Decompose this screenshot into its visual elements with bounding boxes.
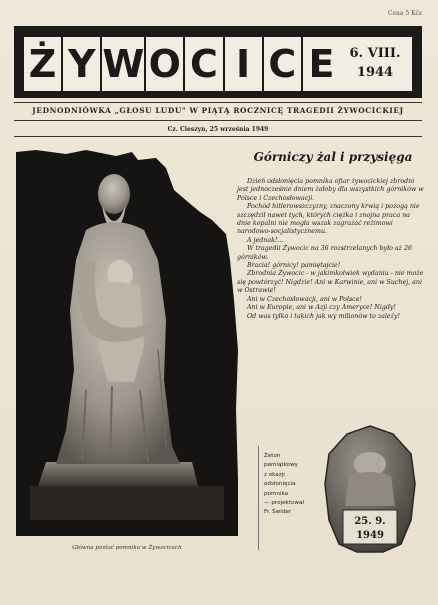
masthead-date — [338, 37, 412, 91]
medal-note — [264, 452, 330, 518]
article-paragraph: Ani w Czechosłowacji, ani w Polsce! — [247, 295, 362, 303]
photo-caption: Główna postać pomnika w Żywocicach — [72, 545, 182, 551]
article-body — [237, 178, 425, 321]
title-letter: Ż — [24, 37, 61, 91]
note-divider — [258, 446, 259, 550]
article-paragraph: W tragedii Żywocic na 36 rozstrzelanych było aż 26 górników. — [237, 245, 413, 261]
article-title: Górniczy żal i przysięga — [253, 150, 413, 164]
price-label: Cena 5 Kčs — [387, 10, 422, 17]
monument-photo — [16, 150, 238, 536]
article-paragraph: Zbrodnia Żywocic - w jakimkolwiek wydaniu - nie może się powtórzyć! Nigdzie! Ani w Karwinie, ani w Suchej, ani w Ostrawie! — [237, 270, 424, 295]
article-paragraph: Od was tylko i takich jak wy milionów to zależy! — [247, 312, 401, 320]
article-paragraph: Dzień odsłonięcia pomnika ofiar żywocickiej zbrodni jest jednocześnie dniem żałoby dla wszystkich górników w Polsce i Czechosłowacji. — [237, 178, 424, 202]
divider — [14, 102, 422, 103]
subtitle: JEDNODNIÓWKA „GŁOSU LUDU" W PIĄTĄ ROCZNICĘ TRAGEDII ŻYWOCICKIEJ — [32, 106, 404, 115]
medal-note-line: z okazji — [264, 471, 285, 478]
title-letter: Y — [63, 37, 100, 91]
medal-note-line: Fr. Świder — [264, 509, 292, 516]
masthead-date-year: 1944 — [356, 65, 394, 80]
title-letter: C — [185, 37, 222, 91]
masthead — [14, 26, 422, 98]
commemorative-token — [323, 424, 417, 556]
dateline: Cz. Cieszyn, 25 września 1949 — [167, 126, 269, 133]
medal-note-line: pomnika — [264, 490, 289, 497]
article-paragraph: Bracia! górnicy! pamiętajcie! — [247, 262, 341, 270]
title-letter: O — [146, 37, 183, 91]
title-letter: I — [225, 37, 262, 91]
token-date-day: 25. 9. — [354, 516, 386, 527]
title-letter: E — [303, 37, 340, 91]
title-letter: W — [102, 37, 144, 91]
masthead-title — [24, 37, 340, 91]
divider — [14, 120, 422, 121]
token-date-year: 1949 — [356, 530, 384, 541]
masthead-date-day: 6. VIII. — [349, 46, 401, 61]
medal-note-line: — projektował — [264, 500, 304, 507]
title-letter: C — [264, 37, 301, 91]
medal-note-line: odsłonięcia — [264, 481, 296, 488]
article-paragraph: A jednak!... — [247, 236, 284, 244]
medal-note-line: pamiątkowy — [264, 462, 298, 469]
article-paragraph: Pochód hitlerowszczyzny, znaczony krwią i pożogą nie szczędził nawet tych, których ciężka i znojna praca na dnie kopalni nie mogła wszak zagrażać reżimowi narodowo-socjalistycznemu. — [237, 203, 420, 236]
divider — [14, 136, 422, 137]
article-paragraph: Ani w Europie, ani w Azji czy Ameryce! Nigdy! — [247, 304, 396, 312]
medal-note-line: Żeton — [264, 453, 281, 459]
